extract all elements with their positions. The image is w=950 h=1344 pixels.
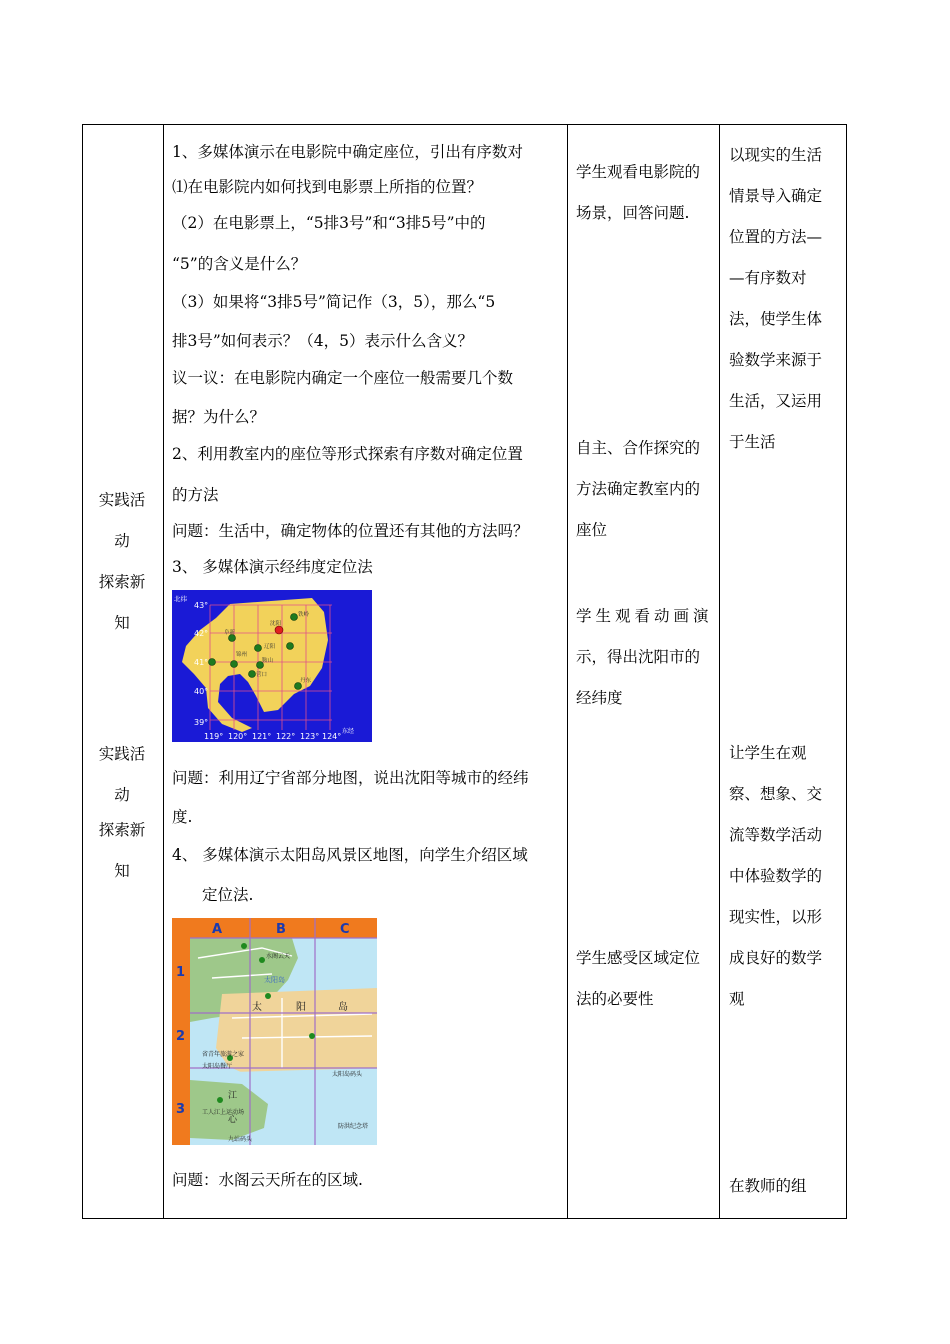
content-line: 的方法 [172,486,219,504]
lon-tick: 123° [300,732,320,741]
intent-line: 成良好的数学 [729,949,823,967]
col-header: C [340,922,350,937]
lat-axis-label: 北纬 [174,595,187,603]
intent-line: 察、想象、交 [729,785,823,803]
intent-line: 流等数学活动 [729,826,823,844]
content-line: 问题：利用辽宁省部分地图，说出沈阳等城市的经纬 [172,769,529,787]
lon-tick: 122° [276,732,296,741]
content-line: 定位法. [202,886,254,904]
content-line: （3）如果将“3排5号”简记作（3，5），那么“5 [172,293,496,311]
content-line: 4、 多媒体演示太阳岛风景区地图，向学生介绍区域 [172,846,528,864]
student-line: 经纬度 [576,689,623,707]
content-line: 排3号”如何表示？（4，5）表示什么含义？ [172,332,474,350]
place-label: 江 [228,1091,238,1101]
student-line: 学生感受区域定位 [576,949,701,967]
lat-tick: 39° [194,718,209,727]
stage-label-line: 知 [114,862,130,880]
row-header: 1 [176,965,186,980]
place-label: 阳 [296,1002,306,1013]
student-line: 学生观看电影院的 [576,163,701,181]
student-line: 法的必要性 [576,990,654,1008]
content-line: 3、 多媒体演示经纬度定位法 [172,558,373,576]
content-line: 度. [172,808,193,826]
place-label: 太阳岛餐厅 [202,1063,233,1070]
column-divider [163,125,164,1218]
lon-tick: 124° [322,732,342,741]
stage-label-line: 动 [114,786,130,804]
row-header: 3 [176,1102,186,1117]
lat-tick: 40° [194,687,209,696]
intent-line: 法，使学生体 [729,310,823,328]
stage-label-line: 探索新 [98,821,146,839]
city-label: 丹东 [300,678,312,684]
intent-line: —有序数对 [729,269,807,287]
student-line: 方法确定教室内的 [576,480,701,498]
content-line: 问题：水阁云天所在的区域. [172,1171,363,1189]
sun-island-area-map [172,918,377,1145]
stage-label-line: 知 [114,614,130,632]
intent-line: 观 [729,990,745,1008]
intent-line: 情景导入确定 [729,187,823,205]
stage-label [83,490,161,654]
content-line: 2、利用教室内的座位等形式探索有序数对确定位置 [172,445,523,463]
city-label: 阜新 [224,630,236,636]
city-label: 锦州 [236,652,248,658]
intent-line: 于生活 [729,433,776,451]
intent-line: 在教师的组 [729,1177,807,1195]
student-line: 场景，回答问题. [576,204,690,222]
lon-axis-label: 东经 [342,728,355,735]
lat-tick: 41° [194,658,209,667]
place-label: 太 [252,1002,262,1013]
column-divider [719,125,720,1218]
intent-line: 让学生在观 [729,744,807,762]
content-line: 1、多媒体演示在电影院中确定座位，引出有序数对 [172,143,523,161]
city-label: 辽阳 [264,644,276,650]
intent-line: 验数学来源于 [729,351,823,369]
lat-tick: 43° [194,601,209,610]
city-label: 沈阳 [270,621,282,627]
stage-label-line: 实践活 [98,491,146,509]
content-line: 议一议：在电影院内确定一个座位一般需要几个数 [172,369,514,387]
place-label: 水阁云天 [266,953,291,960]
content-line: （2）在电影票上，“5排3号”和“3排5号”中的 [172,214,486,232]
intent-line: 位置的方法— [729,228,823,246]
content-line: “5”的含义是什么？ [172,255,307,273]
student-line: 示，得出沈阳市的 [576,648,701,666]
lon-tick: 121° [252,732,272,741]
stage-label-line: 动 [114,532,130,550]
content-line: 问题：生活中，确定物体的位置还有其他的方法吗？ [172,522,529,540]
stage-label-line: 实践活 [98,745,146,763]
student-line: 学生观看动画演 [576,607,713,625]
student-line: 自主、合作探究的 [576,439,701,457]
city-label: 铁岭 [298,612,310,618]
place-label: 太阳岛码头 [332,1071,363,1078]
intent-line: 生活，又运用 [729,392,823,410]
liaoning-latlong-map [172,590,372,742]
lon-tick: 120° [228,732,248,741]
sun-island-map-graphic [172,918,377,1145]
col-header: A [212,922,223,937]
place-label: 太阳岛 [264,976,285,984]
col-header: B [276,922,286,937]
city-label: 鞍山 [262,658,274,664]
liaoning-map-graphic [172,590,372,742]
content-line: 据？为什么？ [172,408,266,426]
intent-line: 现实性，以形 [729,908,823,926]
intent-line: 中体验数学的 [729,867,823,885]
place-label: 心 [228,1115,238,1125]
place-label: 工人江上运动场 [202,1109,245,1116]
place-label: 九站码头 [228,1136,253,1143]
content-line: ⑴在电影院内如何找到电影票上所指的位置？ [172,178,483,196]
column-divider [567,125,568,1218]
lat-tick: 42° [194,629,209,638]
intent-line: 以现实的生活 [729,146,823,164]
student-line: 座位 [576,521,608,539]
place-label: 岛 [338,1002,348,1013]
stage-label-line: 探索新 [98,573,146,591]
place-label: 省青年旅游之家 [202,1051,245,1058]
stage-label [83,744,161,902]
row-header: 2 [176,1029,186,1044]
lon-tick: 119° [204,732,224,741]
place-label: 防洪纪念塔 [338,1123,369,1130]
city-label: 营口 [256,672,268,678]
